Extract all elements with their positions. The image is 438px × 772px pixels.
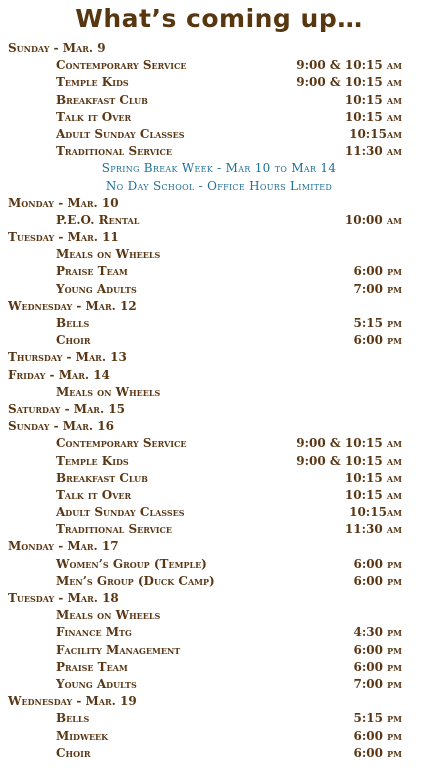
event-row (0, 315, 438, 332)
event-name: Meals on Wheels (56, 247, 161, 262)
day-label: Sunday - Mar. 16 (8, 419, 114, 434)
event-time: 6:00 pm (353, 556, 402, 571)
event-time: 11:30 am (344, 522, 402, 537)
event-time: 4:30 pm (353, 625, 402, 640)
event-name: Talk it Over (56, 487, 132, 502)
event-row (0, 74, 438, 91)
event-name: Young Adults (56, 676, 137, 691)
event-row (0, 246, 438, 263)
event-name: Temple Kids (56, 453, 129, 468)
event-time: 5:15 pm (353, 316, 402, 330)
event-time: 6:00 pm (353, 642, 402, 657)
day-label: Tuesday - Mar. 11 (8, 230, 119, 245)
notice-text: Spring Break Week - Mar 10 to Mar 14 (101, 161, 337, 176)
event-time: 7:00 pm (353, 281, 402, 296)
event-row (0, 212, 438, 229)
event-row (0, 728, 438, 745)
event-name: Traditional Service (56, 144, 172, 159)
event-name: Praise Team (56, 659, 128, 674)
event-time: 6:00 pm (353, 573, 402, 588)
day-label: Thursday - Mar. 13 (8, 350, 127, 365)
event-name: Adult Sunday Classes (56, 505, 185, 520)
event-name: Breakfast Club (56, 470, 148, 485)
day-heading (0, 349, 438, 366)
notice-text: No Day School - Office Hours Limited (105, 178, 333, 193)
event-name: Midweek (56, 728, 109, 743)
event-time: 5:15 pm (353, 711, 402, 726)
event-row (0, 624, 438, 641)
event-row (0, 710, 438, 727)
day-heading (0, 195, 438, 212)
event-name: Bells (56, 316, 90, 330)
event-row (0, 504, 438, 521)
day-heading (0, 538, 438, 555)
event-time: 9:00 & 10:15 am (296, 58, 402, 73)
event-time: 6:00 pm (353, 745, 402, 760)
event-name: Facility Management (56, 642, 181, 657)
event-row (0, 384, 438, 401)
event-name: Meals on Wheels (56, 608, 161, 623)
event-time: 10:00 am (344, 212, 402, 227)
day-label: Friday - Mar. 14 (8, 367, 110, 382)
event-row (0, 435, 438, 452)
day-heading (0, 229, 438, 246)
event-row (0, 332, 438, 349)
day-label: Wednesday - Mar. 12 (8, 298, 137, 313)
event-row (0, 607, 438, 624)
schedule-list (0, 40, 438, 762)
notice-line (0, 178, 438, 195)
day-label: Monday - Mar. 17 (8, 539, 119, 554)
event-time: 10:15 am (344, 109, 402, 124)
event-row (0, 92, 438, 109)
day-heading (0, 401, 438, 418)
event-time: 9:00 & 10:15 am (296, 436, 402, 451)
day-heading (0, 693, 438, 710)
event-row (0, 745, 438, 762)
event-row (0, 487, 438, 504)
event-time: 6:00 pm (353, 728, 402, 743)
event-time: 10:15 am (344, 92, 402, 107)
day-label: Wednesday - Mar. 19 (8, 694, 137, 709)
day-heading (0, 590, 438, 607)
event-name: Meals on Wheels (56, 384, 161, 399)
day-heading (0, 367, 438, 384)
event-name: Contemporary Service (56, 58, 187, 73)
event-time: 10:15am (349, 505, 402, 520)
event-time: 6:00 pm (353, 264, 402, 279)
day-heading (0, 418, 438, 435)
event-time: 9:00 & 10:15 am (296, 453, 402, 468)
event-row (0, 109, 438, 126)
event-row (0, 57, 438, 74)
event-name: Traditional Service (56, 522, 172, 537)
event-time: 10:15 am (344, 470, 402, 485)
event-name: Choir (56, 333, 91, 348)
event-row (0, 642, 438, 659)
event-name: Praise Team (56, 264, 128, 279)
event-row (0, 281, 438, 298)
event-name: Finance Mtg (56, 625, 132, 640)
event-row (0, 453, 438, 470)
event-row (0, 556, 438, 573)
notice-line (0, 160, 438, 177)
event-row (0, 659, 438, 676)
event-row (0, 143, 438, 160)
event-row (0, 676, 438, 693)
event-row (0, 573, 438, 590)
event-time: 11:30 am (344, 144, 402, 159)
event-time: 6:00 pm (353, 659, 402, 674)
day-label: Sunday - Mar. 9 (8, 41, 106, 55)
event-name: Choir (56, 745, 91, 760)
event-name: Young Adults (56, 281, 137, 296)
day-label: Tuesday - Mar. 18 (8, 591, 119, 605)
event-name: Adult Sunday Classes (56, 126, 185, 141)
event-row (0, 263, 438, 280)
event-time: 7:00 pm (353, 676, 402, 691)
event-name: Breakfast Club (56, 92, 148, 107)
event-row (0, 126, 438, 143)
day-heading (0, 40, 438, 57)
day-label: Monday - Mar. 10 (8, 195, 119, 210)
event-time: 10:15am (349, 126, 402, 141)
event-time: 10:15 am (344, 487, 402, 502)
event-name: Temple Kids (56, 75, 129, 90)
day-label: Saturday - Mar. 15 (8, 401, 125, 416)
event-name: P.E.O. Rental (56, 212, 140, 227)
event-time: 9:00 & 10:15 am (296, 75, 402, 90)
page-title: What’s coming up… (75, 4, 363, 33)
event-name: Men’s Group (Duck Camp) (56, 573, 215, 588)
event-row (0, 521, 438, 538)
day-heading (0, 298, 438, 315)
event-row (0, 470, 438, 487)
event-name: Bells (56, 711, 90, 726)
event-name: Contemporary Service (56, 436, 187, 451)
event-name: Talk it Over (56, 109, 132, 124)
event-name: Women’s Group (Temple) (56, 556, 207, 571)
event-time: 6:00 pm (353, 333, 402, 348)
